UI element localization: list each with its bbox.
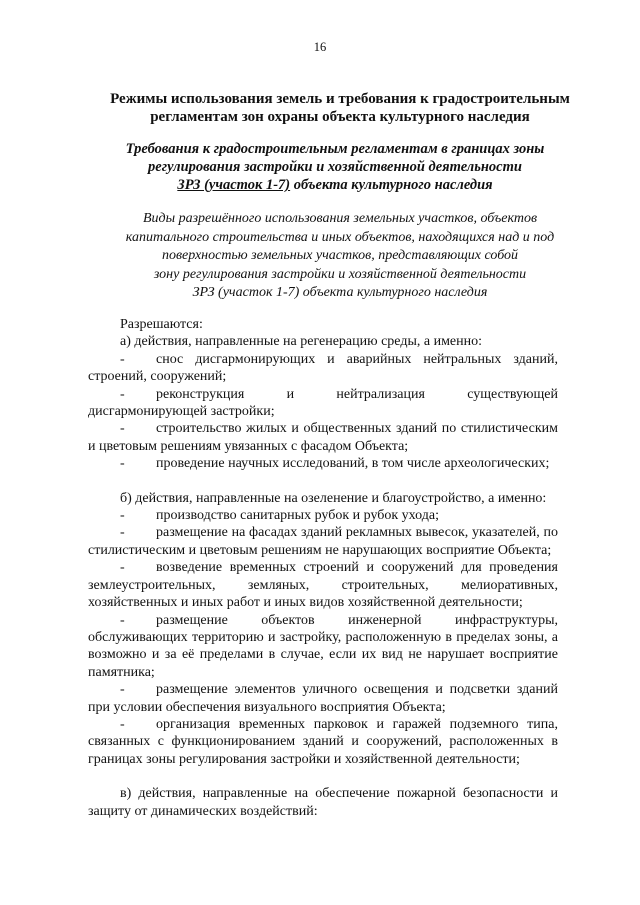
list-item: - производство санитарных рубок и рубок ухода;	[120, 508, 439, 524]
document-body	[88, 316, 558, 820]
dash-marker: -	[120, 421, 125, 437]
subtitle-line-3-rest: объекта культурного наследия	[290, 177, 493, 193]
dash-marker: -	[120, 508, 125, 524]
list-item: - снос дисгармонирующих и аварийных нейтральных зданий, строений, сооружений;	[88, 351, 558, 385]
page-number: 16	[313, 40, 327, 54]
zone-code: ЗРЗ (участок 1-7)	[177, 177, 291, 193]
list-item: - размещение элементов уличного освещения и подсветки зданий при условии обеспечения визуального восприятия Объекта;	[88, 682, 558, 715]
list-item: - реконструкция и нейтрализация существующей дисгармонирующей застройки;	[88, 386, 558, 420]
list-item: - возведение временных строений и сооружений для проведения землеустроительных, земляных, строительных, мелиоративных, хозяйственных и иных работ и иных видов хозяйственной деятельности;	[88, 560, 558, 611]
dash-marker: -	[120, 351, 125, 367]
allowed-label: Разрешаются:	[120, 317, 203, 332]
section-a-heading: а) действия, направленные на регенерацию среды, а именно:	[120, 334, 483, 350]
list-item: - размещение на фасадах зданий рекламных вывесок, указателей, по стилистическим и цветовым решениям не нарушающих восприятие Объекта;	[88, 525, 558, 558]
intro-heading	[95, 210, 585, 303]
dash-marker: -	[120, 525, 125, 541]
section-spacer	[88, 473, 558, 490]
subtitle-line-1: Требования к градостроительным регламентам в границах зоны	[125, 141, 545, 157]
dash-marker: -	[120, 716, 125, 732]
list-item: - строительство жилых и общественных зданий по стилистическим и цветовым решениям увязанных с фасадом Объекта;	[88, 421, 558, 454]
list-item: - организация временных парковок и гаражей подземного типа, связанных с функционированием зданий и сооружений, расположенных в границах зоны регулирования застройки и хозяйственной деятельности;	[88, 716, 558, 767]
dash-marker: -	[120, 386, 125, 402]
dash-marker: -	[120, 456, 125, 472]
dash-marker: -	[120, 560, 125, 576]
subtitle-line-3	[100, 176, 570, 194]
title-line-1: Режимы использования земель и требования к градостроительным	[110, 91, 570, 107]
subtitle-line-2: регулирования застройки и хозяйственной деятельности	[148, 159, 522, 175]
section-subtitle	[100, 140, 570, 194]
intro-line-2: капитального строительства и иных объектов, находящихся над и под	[125, 229, 555, 245]
section-c-heading: в) действия, направленные на обеспечение пожарной безопасности и защиту от динамических воздействий:	[88, 786, 558, 819]
intro-line-5: ЗРЗ (участок 1-7) объекта культурного наследия	[192, 285, 488, 300]
list-item: - проведение научных исследований, в том числе археологических;	[120, 456, 550, 472]
document-title	[90, 90, 590, 126]
dash-marker: -	[120, 682, 125, 698]
section-b-heading: б) действия, направленные на озеленение и благоустройство, а именно:	[120, 490, 547, 506]
intro-line-1: Виды разрешённого использования земельных участков, объектов	[142, 211, 538, 226]
intro-line-4: зону регулирования застройки и хозяйственной деятельности	[153, 266, 527, 282]
list-item: - размещение объектов инженерной инфраструктуры, обслуживающих территорию и застройку, расположенную в пределах зоны, а возможно и за её пределами в случае, если их вид не нарушает восприятие памятника;	[88, 612, 558, 680]
title-line-2: регламентам зон охраны объекта культурного наследия	[150, 109, 530, 125]
dash-marker: -	[120, 612, 125, 628]
intro-line-3: поверхностью земельных участков, представляющих собой	[161, 248, 519, 263]
section-spacer	[88, 768, 558, 785]
